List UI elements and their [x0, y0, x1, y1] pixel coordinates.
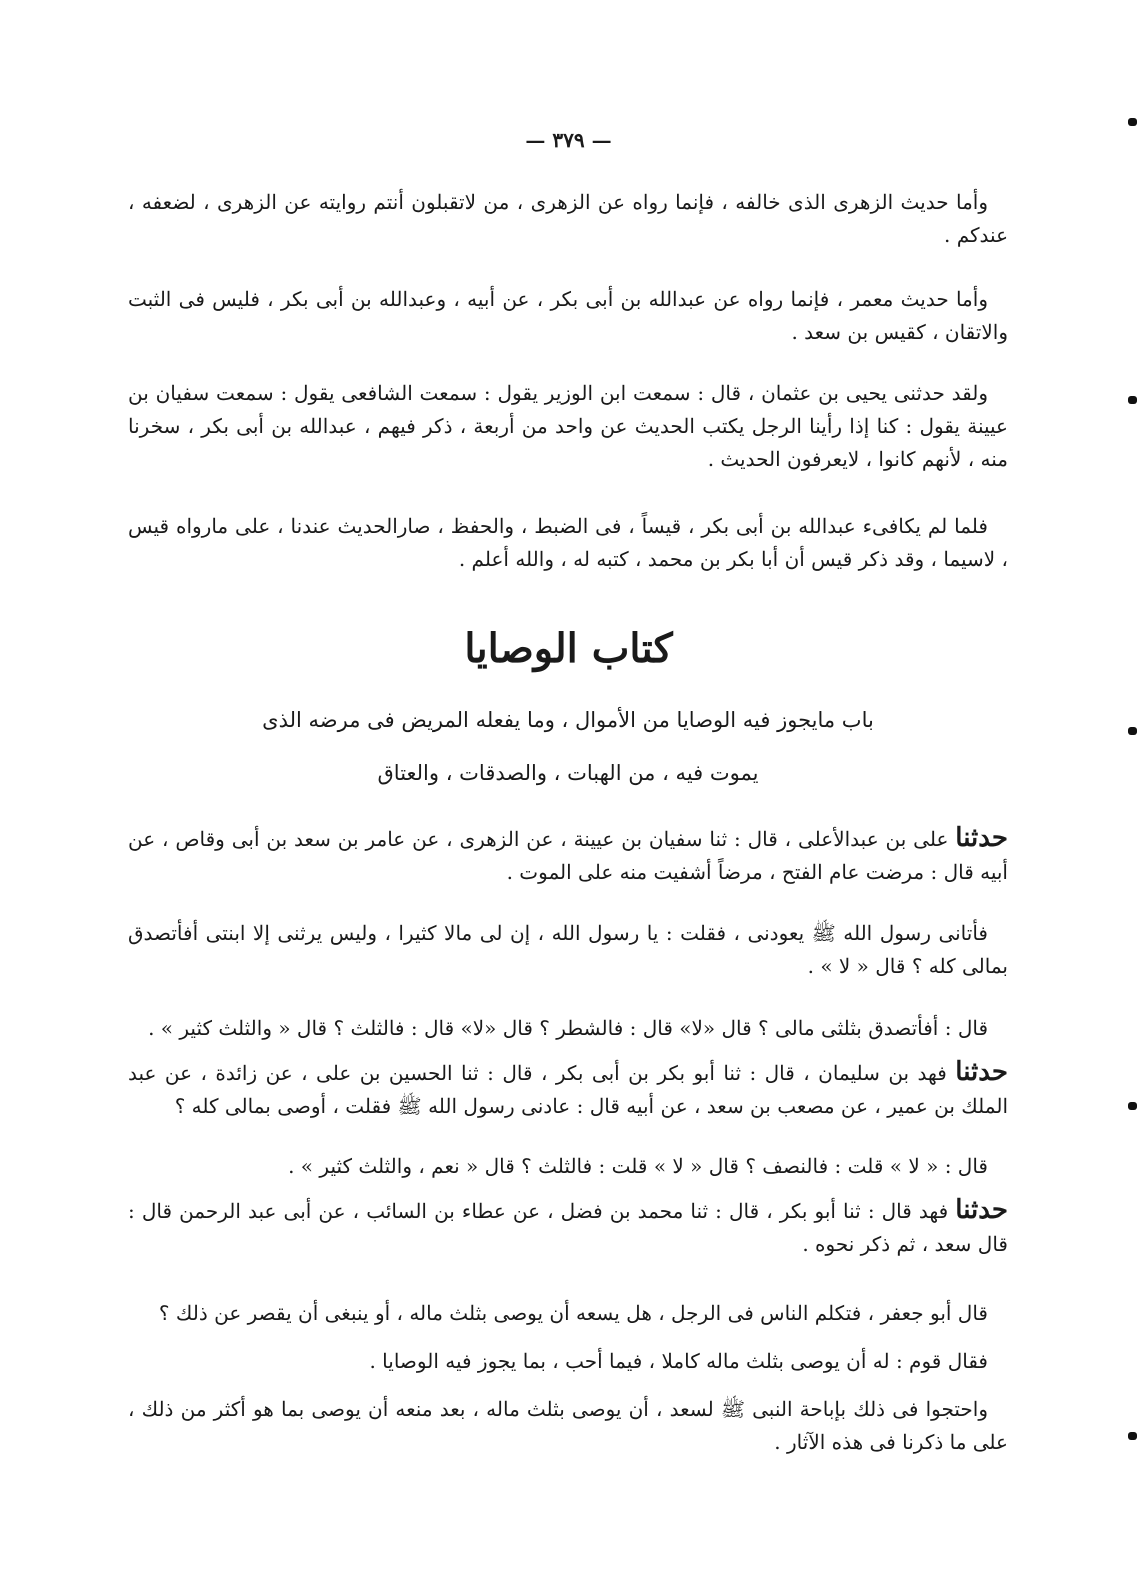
- paragraph-text: قال : « لا » قلت : فالنصف ؟ قال « لا » قلت : فالثلث ؟ قال « نعم ، والثلث كثير » .: [288, 1154, 988, 1178]
- margin-mark: [1128, 727, 1137, 735]
- paragraph: [128, 283, 1008, 349]
- margin-mark: [1128, 396, 1137, 404]
- paragraph: [128, 510, 1008, 576]
- paragraph-text: فأتانى رسول الله ﷺ يعودنى ، فقلت : يا رسول الله ، إن لى مالا كثيرا ، وليس يرثنى إلا ابنتى أفأتصدق بمالى كله ؟ قال « لا » .: [128, 921, 1008, 978]
- paragraph: [128, 1012, 1008, 1045]
- paragraph-text: وأما حديث الزهرى الذى خالفه ، فإنما رواه عن الزهرى ، من لاتقبلون أنتم روايته عن الزهرى ، لضعفه ، عندكم .: [128, 190, 1008, 247]
- hadith-paragraph: [128, 1194, 1008, 1261]
- paragraph-text: وأما حديث معمر ، فإنما رواه عن عبدالله بن أبى بكر ، عن أبيه ، وعبدالله بن أبى بكر ، فليس فى الثبت والاتقان ، كقيس بن سعد .: [128, 287, 1008, 344]
- paragraph-text: ولقد حدثنى يحيى بن عثمان ، قال : سمعت ابن الوزير يقول : سمعت الشافعى يقول : سمعت سفيان بن عيينة يقول : كنا إذا رأينا الرجل يكتب الحديث عن واحد من أربعة ، ذكر فيهم ، عبدالله بن أبى بكر ، سخرنا منه ، لأنهم كانوا ، لايعرفون الحديث .: [128, 381, 1008, 471]
- bab-heading-line: يموت فيه ، من الهبات ، والصدقات ، والعتاق: [377, 761, 759, 785]
- page-number: — ٣٧٩ —: [525, 128, 612, 152]
- hadith-paragraph: [128, 1056, 1008, 1123]
- hadith: [128, 822, 1008, 889]
- paragraph: [128, 1345, 1008, 1378]
- paragraph: [128, 1393, 1008, 1459]
- bab-heading-line: باب مايجوز فيه الوصايا من الأموال ، وما يفعله المريض فى مرضه الذى: [262, 708, 874, 732]
- paragraph-text: فقال قوم : له أن يوصى بثلث ماله كاملا ، فيما أحب ، بما يجوز فيه الوصايا .: [369, 1349, 988, 1373]
- hadith-lead: حدثنا: [955, 1057, 1009, 1087]
- hadith-lead: حدثنا: [955, 823, 1008, 853]
- paragraph-text: قال أبو جعفر ، فتكلم الناس فى الرجل ، هل يسعه أن يوصى بثلث ماله ، أو ينبغى أن يقصر عن ذلك ؟: [158, 1301, 988, 1325]
- margin-mark: [1128, 118, 1137, 126]
- hadith-text: على بن عبدالأعلى ، قال : ثنا سفيان بن عيينة ، عن الزهرى ، عن عامر بن سعد بن أبى وقاص ، عن أبيه قال : مرضت عام الفتح ، مرضاً أشفيت منه على الموت .: [128, 827, 1008, 884]
- hadith-paragraph: [128, 822, 1008, 889]
- paragraph-text: قال : أفأتصدق بثلثى مالى ؟ قال «لا» قال : فالشطر ؟ قال «لا» قال : فالثلث ؟ قال « والثلث كثير » .: [148, 1016, 988, 1040]
- hadith-text: فهد قال : ثنا أبو بكر ، قال : ثنا محمد بن فضل ، عن عطاء بن السائب ، عن أبى عبد الرحمن قال : قال سعد ، ثم ذكر نحوه .: [128, 1199, 1008, 1256]
- paragraph: [128, 917, 1008, 983]
- paragraph-text: فلما لم يكافىء عبدالله بن أبى بكر ، قيساً ، فى الضبط ، والحفظ ، صارالحديث عندنا ، على مارواه قيس ، لاسيما ، وقد ذكر قيس أن أبا بكر بن محمد ، كتبه له ، والله أعلم .: [128, 514, 1008, 571]
- chapter-title: كتاب الوصايا: [464, 625, 673, 672]
- hadith: [128, 1056, 1008, 1123]
- margin-mark: [1128, 1102, 1137, 1110]
- margin-mark: [1128, 1432, 1137, 1440]
- hadith: [128, 1194, 1008, 1261]
- paragraph: [128, 377, 1008, 476]
- bab-heading: [128, 704, 1008, 790]
- hadith-lead: حدثنا: [955, 1195, 1009, 1225]
- paragraph-text: واحتجوا فى ذلك بإباحة النبى ﷺ لسعد ، أن يوصى بثلث ماله ، بعد منعه أن يوصى بما هو أكثر من ذلك ، على ما ذكرنا فى هذه الآثار .: [128, 1397, 1008, 1454]
- paragraph: [128, 1150, 1008, 1183]
- hadith-text: فهد بن سليمان ، قال : ثنا أبو بكر بن أبى بكر ، قال : ثنا الحسين بن على ، عن زائدة ، عن عبد الملك بن عمير ، عن مصعب بن سعد ، عن أبيه قال : عادنى رسول الله ﷺ فقلت ، أوصى بمالى كله ؟: [128, 1061, 1008, 1118]
- paragraph: [128, 1297, 1008, 1330]
- paragraph: [128, 186, 1008, 252]
